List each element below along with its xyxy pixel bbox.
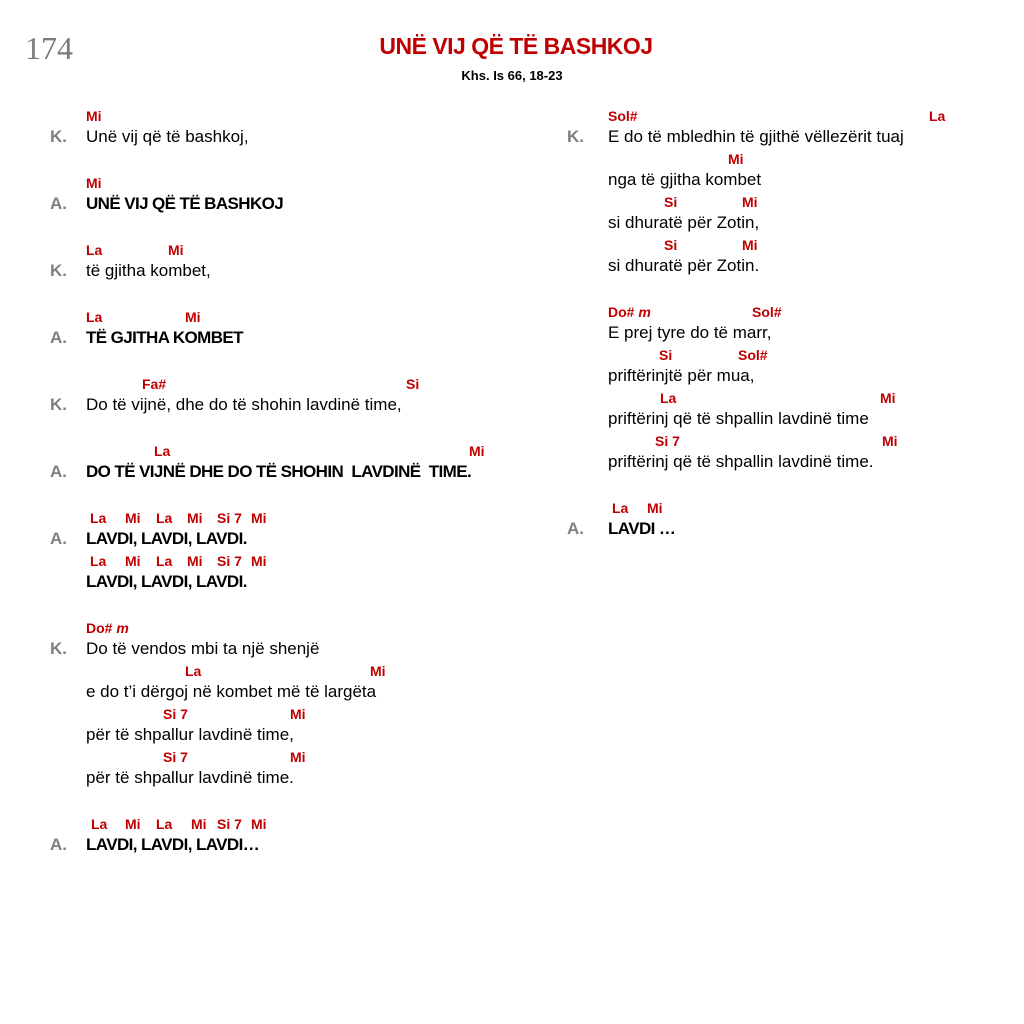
- chord-row: [86, 242, 526, 260]
- lyric-line: [567, 237, 987, 280]
- stanza: [50, 242, 530, 285]
- chord: La: [154, 443, 171, 459]
- chord: Si: [664, 194, 678, 210]
- lyric-line: [50, 620, 530, 663]
- chord: Si 7: [163, 706, 188, 722]
- stanza: [567, 500, 987, 543]
- lyric-line: [50, 309, 530, 352]
- lyric-line: [567, 347, 987, 390]
- chord: Si 7: [217, 510, 242, 526]
- chord: Mi: [469, 443, 485, 459]
- chord: Mi: [728, 151, 744, 167]
- stanza: [50, 510, 530, 596]
- lyric-line: [50, 749, 530, 792]
- lyric-text: priftërinj që të shpallin lavdinë time.: [608, 452, 874, 471]
- chord-row: [608, 433, 1024, 451]
- role-label: K.: [50, 127, 67, 146]
- chord: La: [86, 309, 103, 325]
- chord: Si: [406, 376, 420, 392]
- lyric-text: priftërinj që të shpallin lavdinë time: [608, 409, 869, 428]
- lyric-text: e do t’i dërgoj në kombet më të largëta: [86, 682, 377, 701]
- role-label: A.: [50, 194, 67, 213]
- lyric-text: DO TË VIJNË DHE DO TË SHOHIN LAVDINË TIME.: [86, 462, 472, 481]
- chord: Si 7: [655, 433, 680, 449]
- chord-row: [608, 108, 1024, 126]
- chord: Mi: [125, 553, 141, 569]
- chord: Mi: [647, 500, 663, 516]
- lyric-line: [50, 663, 530, 706]
- lyric-text: si dhuratë për Zotin.: [608, 256, 760, 275]
- chord: Si 7: [163, 749, 188, 765]
- lyric-text: Do të vijnë, dhe do të shohin lavdinë time,: [86, 395, 402, 414]
- chord-row: [608, 151, 1024, 169]
- chord-row: [608, 347, 1024, 365]
- chord-row: [86, 443, 526, 461]
- chord: Mi: [187, 510, 203, 526]
- right-column: [567, 108, 987, 543]
- lyric-text: LAVDI, LAVDI, LAVDI.: [86, 572, 247, 591]
- stanza: [50, 443, 530, 486]
- lyric-line: [50, 510, 530, 553]
- lyric-line: [50, 242, 530, 285]
- chord: Si: [664, 237, 678, 253]
- stanza: [50, 620, 530, 792]
- chord-row: [86, 376, 526, 394]
- chord: La: [156, 816, 173, 832]
- page-number: 174: [25, 30, 73, 66]
- lyric-text: E prej tyre do të marr,: [608, 323, 772, 342]
- lyric-line: [50, 175, 530, 218]
- chord: La: [91, 816, 108, 832]
- chord: Mi: [191, 816, 207, 832]
- chord-row: [86, 706, 526, 724]
- lyric-line: [567, 194, 987, 237]
- lyric-text: për të shpallur lavdinë time,: [86, 725, 294, 744]
- chord: La: [90, 553, 107, 569]
- chord-row: [608, 304, 1024, 322]
- role-label: A.: [50, 835, 67, 854]
- lyric-line: [567, 108, 987, 151]
- lyric-line: [50, 376, 530, 419]
- chord-row: [86, 175, 526, 193]
- song-title: UNË VIJ QË TË BASHKOJ: [379, 33, 653, 59]
- stanza: [50, 175, 530, 218]
- chord-row: [86, 510, 526, 528]
- chord-row: [86, 553, 526, 571]
- song-reference: Khs. Is 66, 18-23: [461, 68, 563, 83]
- chord: Mi: [742, 237, 758, 253]
- chord: Mi: [125, 816, 141, 832]
- stanza: [50, 816, 530, 859]
- role-label: A.: [567, 519, 584, 538]
- chord: La: [185, 663, 202, 679]
- chord: La: [929, 108, 946, 124]
- stanza: [50, 376, 530, 419]
- chord-row: [608, 500, 1024, 518]
- lyric-line: [50, 706, 530, 749]
- chord: Si 7: [217, 553, 242, 569]
- lyric-text: LAVDI, LAVDI, LAVDI.: [86, 529, 247, 548]
- lyric-line: [567, 304, 987, 347]
- chord: La: [156, 553, 173, 569]
- chord: Mi: [290, 706, 306, 722]
- lyric-line: [567, 151, 987, 194]
- lyric-text: Do të vendos mbi ta një shenjë: [86, 639, 320, 658]
- chord: Sol#: [752, 304, 782, 320]
- role-label: K.: [50, 395, 67, 414]
- chord-row: [608, 390, 1024, 408]
- role-label: K.: [567, 127, 584, 146]
- chord: Mi: [251, 553, 267, 569]
- role-label: K.: [50, 261, 67, 280]
- chord: Mi: [742, 194, 758, 210]
- chord: Mi: [880, 390, 896, 406]
- stanza: [50, 108, 530, 151]
- lyric-text: priftërinjtë për mua,: [608, 366, 755, 385]
- role-label: K.: [50, 639, 67, 658]
- chord: Mi: [251, 510, 267, 526]
- chord: Mi: [86, 108, 102, 124]
- chord-row: [86, 816, 526, 834]
- chord-row: [86, 663, 526, 681]
- role-label: A.: [50, 529, 67, 548]
- lyric-text: UNË VIJ QË TË BASHKOJ: [86, 194, 284, 213]
- lyric-line: [567, 390, 987, 433]
- chord: Mi: [882, 433, 898, 449]
- role-label: A.: [50, 328, 67, 347]
- lyric-line: [567, 500, 987, 543]
- lyric-line: [50, 108, 530, 151]
- chord: La: [90, 510, 107, 526]
- chord-row: [608, 194, 1024, 212]
- chord: La: [660, 390, 677, 406]
- chord-row: [608, 237, 1024, 255]
- chord: Mi: [251, 816, 267, 832]
- chord: La: [86, 242, 103, 258]
- chord: Do# m: [608, 304, 651, 320]
- lyric-text: si dhuratë për Zotin,: [608, 213, 760, 232]
- lyric-line: [567, 433, 987, 476]
- stanza: [567, 108, 987, 280]
- lyric-text: TË GJITHA KOMBET: [86, 328, 243, 347]
- chord-row: [86, 108, 526, 126]
- chord: Do# m: [86, 620, 129, 636]
- lyric-line: [50, 443, 530, 486]
- chord: La: [612, 500, 629, 516]
- chord: Mi: [290, 749, 306, 765]
- chord: Sol#: [608, 108, 638, 124]
- stanza: [50, 309, 530, 352]
- stanza: [567, 304, 987, 476]
- chord-row: [86, 749, 526, 767]
- chord: Si 7: [217, 816, 242, 832]
- lyric-text: të gjitha kombet,: [86, 261, 211, 280]
- lyric-text: për të shpallur lavdinë time.: [86, 768, 294, 787]
- lyric-line: [50, 553, 530, 596]
- chord: Mi: [86, 175, 102, 191]
- chord: Mi: [185, 309, 201, 325]
- lyric-text: nga të gjitha kombet: [608, 170, 762, 189]
- chord: Mi: [187, 553, 203, 569]
- chord: Mi: [125, 510, 141, 526]
- chord: Mi: [370, 663, 386, 679]
- chord: Fa#: [142, 376, 167, 392]
- lyric-text: E do të mbledhin të gjithë vëllezërit tuaj: [608, 127, 904, 146]
- role-label: A.: [50, 462, 67, 481]
- lyric-text: LAVDI, LAVDI, LAVDI…: [86, 835, 260, 854]
- chord: Mi: [168, 242, 184, 258]
- chord-row: [86, 620, 526, 638]
- chord: Si: [659, 347, 673, 363]
- chord: La: [156, 510, 173, 526]
- left-column: [50, 108, 530, 859]
- lyric-text: Unë vij që të bashkoj,: [86, 127, 249, 146]
- lyric-line: [50, 816, 530, 859]
- lyric-text: LAVDI …: [608, 519, 676, 538]
- chord-row: [86, 309, 526, 327]
- chord: Sol#: [738, 347, 768, 363]
